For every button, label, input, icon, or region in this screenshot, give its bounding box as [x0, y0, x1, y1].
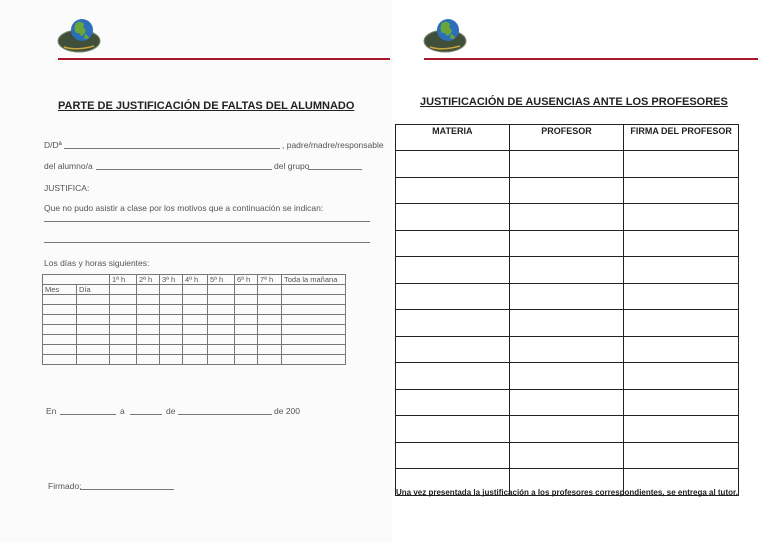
hour-cell — [258, 335, 282, 345]
hour-cell — [282, 315, 346, 325]
profesor-cell — [509, 283, 624, 310]
materia-cell — [396, 310, 510, 337]
signature-field — [80, 489, 174, 490]
hours-row — [43, 345, 346, 355]
table-row — [396, 283, 739, 310]
reason-line-1 — [44, 221, 370, 222]
parent-role-label: , padre/madre/responsable — [282, 140, 384, 150]
hour-cell — [258, 355, 282, 365]
profesor-cell — [509, 204, 624, 231]
hour-cell — [137, 315, 160, 325]
hour-cell — [258, 305, 282, 315]
day-field — [130, 414, 162, 415]
hours-row — [43, 305, 346, 315]
table-row — [396, 389, 739, 416]
hour-cell — [235, 335, 258, 345]
hour-cell — [160, 355, 183, 365]
hour-cell — [258, 315, 282, 325]
hour-cell — [137, 285, 160, 295]
materia-cell — [396, 257, 510, 284]
hour-cell — [110, 285, 137, 295]
materia-cell — [396, 230, 510, 257]
materia-cell — [396, 363, 510, 390]
hour-cell — [208, 295, 235, 305]
table-row — [396, 204, 739, 231]
hour-cell — [282, 345, 346, 355]
year-label: de 200 — [274, 406, 300, 416]
hour-cell — [43, 295, 77, 305]
table-row — [396, 363, 739, 390]
table-row — [396, 151, 739, 178]
firma-cell — [624, 310, 739, 337]
month-label: de — [166, 406, 176, 416]
place-field — [60, 414, 116, 415]
hour-cell — [208, 305, 235, 315]
hour-cell — [258, 285, 282, 295]
table-row — [396, 257, 739, 284]
hours-header-blank — [43, 275, 110, 285]
profesor-cell — [509, 389, 624, 416]
group-label: del grupo — [274, 161, 310, 171]
hours-header-row — [43, 275, 346, 285]
hour-cell — [235, 325, 258, 335]
hour-cell — [110, 335, 137, 345]
school-logo-icon — [56, 14, 102, 54]
table-row — [396, 230, 739, 257]
firma-cell — [624, 416, 739, 443]
profesor-cell — [509, 230, 624, 257]
hours-row — [43, 355, 346, 365]
hour-cell — [208, 335, 235, 345]
hour-cell — [110, 315, 137, 325]
profesor-cell — [509, 442, 624, 469]
firma-cell — [624, 336, 739, 363]
hour-cell — [235, 305, 258, 315]
hour-header: 3ª h — [160, 275, 183, 285]
header-rule — [58, 58, 390, 60]
hours-row — [43, 325, 346, 335]
hour-header: 2ª h — [137, 275, 160, 285]
absence-form-title: PARTE DE JUSTIFICACIÓN DE FALTAS DEL ALUMNADO — [58, 100, 355, 112]
hour-cell — [258, 325, 282, 335]
hour-cell — [160, 295, 183, 305]
hour-cell — [77, 335, 110, 345]
hour-cell — [77, 305, 110, 315]
hour-cell — [43, 305, 77, 315]
materia-cell — [396, 336, 510, 363]
materia-cell — [396, 204, 510, 231]
table-row — [396, 310, 739, 337]
hour-cell — [183, 295, 208, 305]
parent-name-field — [64, 148, 280, 149]
hour-cell — [137, 345, 160, 355]
hour-cell — [282, 355, 346, 365]
firma-cell — [624, 230, 739, 257]
hour-header: 1ª h — [110, 275, 137, 285]
hours-row — [43, 295, 346, 305]
table-row — [396, 177, 739, 204]
materia-cell — [396, 389, 510, 416]
materia-cell — [396, 177, 510, 204]
firma-cell — [624, 389, 739, 416]
teacher-justification-title: JUSTIFICACIÓN DE AUSENCIAS ANTE LOS PROFESORES — [420, 96, 728, 108]
justifica-label: JUSTIFICA: — [44, 183, 90, 193]
hour-cell — [208, 315, 235, 325]
hour-cell — [183, 325, 208, 335]
profesor-cell — [509, 257, 624, 284]
hour-cell — [282, 325, 346, 335]
hour-cell — [77, 355, 110, 365]
hour-cell — [183, 355, 208, 365]
school-logo-icon — [422, 14, 468, 54]
hours-grid — [42, 274, 346, 365]
student-name-field — [96, 169, 272, 170]
hour-cell — [235, 355, 258, 365]
hour-cell — [43, 355, 77, 365]
month-field — [178, 414, 272, 415]
hour-header: 7ª h — [258, 275, 282, 285]
column-header-profesor: PROFESOR — [509, 125, 624, 151]
table-row — [396, 442, 739, 469]
day-label: a — [120, 406, 125, 416]
materia-cell — [396, 442, 510, 469]
student-label: del alumno/a — [44, 161, 93, 171]
hour-cell — [208, 285, 235, 295]
hour-cell — [235, 295, 258, 305]
table-row — [396, 416, 739, 443]
firma-cell — [624, 257, 739, 284]
hour-cell — [43, 345, 77, 355]
hour-cell — [258, 295, 282, 305]
hour-cell — [160, 335, 183, 345]
hour-cell — [110, 355, 137, 365]
hour-cell — [77, 295, 110, 305]
hour-cell — [208, 325, 235, 335]
hour-cell — [282, 295, 346, 305]
firma-cell — [624, 177, 739, 204]
reason-line-2 — [44, 242, 370, 243]
hour-cell — [160, 285, 183, 295]
hour-cell — [137, 295, 160, 305]
hour-cell — [258, 345, 282, 355]
profesor-cell — [509, 310, 624, 337]
firma-cell — [624, 363, 739, 390]
hour-cell — [282, 335, 346, 345]
hour-cell — [183, 335, 208, 345]
hour-cell — [183, 315, 208, 325]
profesor-cell — [509, 416, 624, 443]
materia-cell — [396, 416, 510, 443]
hour-cell — [160, 345, 183, 355]
firma-cell — [624, 442, 739, 469]
hour-cell — [77, 325, 110, 335]
hour-cell — [208, 355, 235, 365]
hour-cell — [235, 285, 258, 295]
hour-cell — [235, 315, 258, 325]
hours-row — [43, 315, 346, 325]
hour-cell — [160, 305, 183, 315]
place-label: En — [46, 406, 57, 416]
firma-cell — [624, 204, 739, 231]
hour-header: 5ª h — [208, 275, 235, 285]
hour-cell — [110, 345, 137, 355]
hour-cell — [183, 285, 208, 295]
profesor-cell — [509, 363, 624, 390]
table-row — [396, 336, 739, 363]
hour-cell — [137, 355, 160, 365]
hour-cell — [160, 325, 183, 335]
hour-cell — [282, 285, 346, 295]
parent-label: D/Dª — [44, 140, 62, 150]
hour-cell — [43, 335, 77, 345]
hour-cell — [77, 315, 110, 325]
hour-header: 6ª h — [235, 275, 258, 285]
teacher-signature-table — [395, 124, 739, 496]
firma-cell — [624, 283, 739, 310]
hour-cell — [282, 305, 346, 315]
materia-cell — [396, 283, 510, 310]
hour-cell — [110, 325, 137, 335]
hour-cell — [208, 345, 235, 355]
hour-cell — [137, 335, 160, 345]
hour-header: Toda la mañana — [282, 275, 346, 285]
footnote: Una vez presentada la justificación a los profesores correspondientes, se entrega al tutor. — [396, 488, 738, 497]
column-header-materia: MATERIA — [396, 125, 510, 151]
hours-row — [43, 335, 346, 345]
signed-label: Firmado: — [48, 481, 82, 491]
days-hours-label: Los días y horas siguientes: — [44, 258, 150, 268]
group-field — [308, 169, 362, 170]
profesor-cell — [509, 151, 624, 178]
hour-cell — [137, 325, 160, 335]
hour-cell — [43, 325, 77, 335]
hour-cell — [110, 295, 137, 305]
hour-cell — [160, 315, 183, 325]
hour-cell — [137, 305, 160, 315]
hour-cell — [110, 305, 137, 315]
mes-header: Mes — [43, 285, 77, 295]
hour-cell — [183, 345, 208, 355]
firma-cell — [624, 151, 739, 178]
profesor-cell — [509, 177, 624, 204]
reason-text: Que no pudo asistir a clase por los motivos que a continuación se indican: — [44, 203, 324, 213]
hour-header: 4ª h — [183, 275, 208, 285]
hour-cell — [183, 305, 208, 315]
hour-cell — [43, 315, 77, 325]
dia-header: Día — [77, 285, 110, 295]
hours-subheader-row — [43, 285, 346, 295]
hour-cell — [77, 345, 110, 355]
materia-cell — [396, 151, 510, 178]
column-header-firma: FIRMA DEL PROFESOR — [624, 125, 739, 151]
hour-cell — [235, 345, 258, 355]
profesor-cell — [509, 336, 624, 363]
header-rule — [424, 58, 758, 60]
